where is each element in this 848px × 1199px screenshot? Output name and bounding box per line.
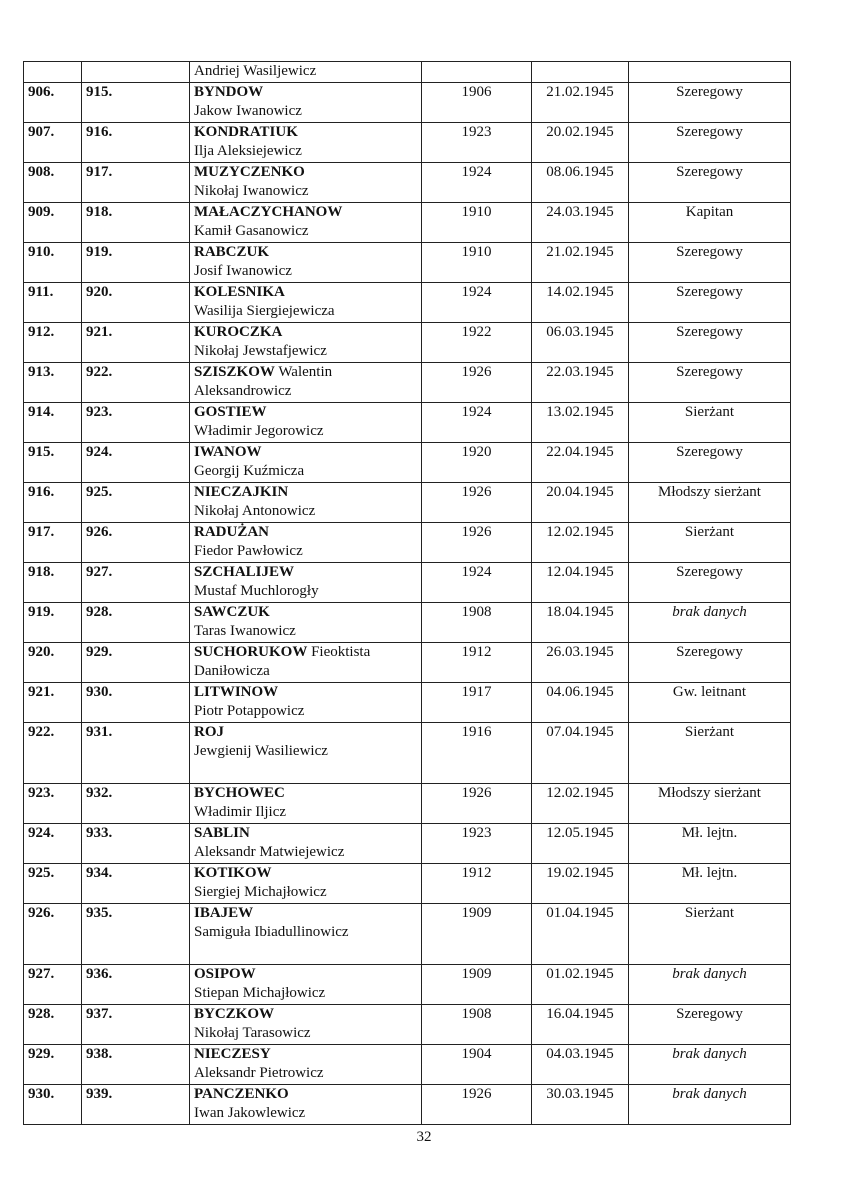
lp-cell: 929.	[24, 1044, 82, 1084]
surname: RABCZUK	[194, 243, 270, 260]
death-date-cell: 01.04.1945	[532, 903, 629, 964]
rank-cell: Szeregowy	[629, 362, 791, 402]
rank-cell: Gw. leitnant	[629, 682, 791, 722]
death-date-cell: 21.02.1945	[532, 82, 629, 122]
number-cell: 938.	[82, 1044, 190, 1084]
name-cell	[190, 1044, 422, 1084]
rank-cell: Szeregowy	[629, 562, 791, 602]
name-cell	[190, 362, 422, 402]
rank-cell: Sierżant	[629, 522, 791, 562]
name-cell	[190, 522, 422, 562]
table-row	[24, 823, 791, 863]
birth-year-cell: 1923	[422, 122, 532, 162]
number-cell: 928.	[82, 602, 190, 642]
name-cell	[190, 162, 422, 202]
lp-cell: 912.	[24, 322, 82, 362]
number-cell: 936.	[82, 964, 190, 1004]
lp-cell: 922.	[24, 722, 82, 783]
name-line: Jakow Iwanowicz	[194, 103, 302, 119]
rank-cell: Szeregowy	[629, 322, 791, 362]
name-cell	[190, 823, 422, 863]
surname: ROJ	[194, 723, 224, 740]
records-body	[24, 62, 791, 1125]
name-cell	[190, 1004, 422, 1044]
rank-cell: Młodszy sierżant	[629, 783, 791, 823]
lp-cell: 925.	[24, 863, 82, 903]
name-cell	[190, 402, 422, 442]
birth-year-cell: 1908	[422, 1004, 532, 1044]
death-date-cell: 07.04.1945	[532, 722, 629, 783]
lp-cell: 916.	[24, 482, 82, 522]
rank-cell: Szeregowy	[629, 122, 791, 162]
surname: NIECZESY	[194, 1045, 271, 1062]
table-row	[24, 402, 791, 442]
name-cell	[190, 602, 422, 642]
death-date-cell: 16.04.1945	[532, 1004, 629, 1044]
birth-year-cell: 1906	[422, 82, 532, 122]
rank-cell: brak danych	[629, 1044, 791, 1084]
rank-cell: Sierżant	[629, 722, 791, 783]
number-cell: 934.	[82, 863, 190, 903]
table-row	[24, 82, 791, 122]
birth-year-cell: 1909	[422, 903, 532, 964]
name-line: Taras Iwanowicz	[194, 623, 296, 639]
surname: LITWINOW	[194, 683, 279, 700]
number-cell: 917.	[82, 162, 190, 202]
lp-cell: 911.	[24, 282, 82, 322]
name-line: Josif Iwanowicz	[194, 263, 292, 279]
table-row	[24, 122, 791, 162]
surname: IWANOW	[194, 443, 262, 460]
surname: SAWCZUK	[194, 603, 270, 620]
birth-year-cell: 1926	[422, 522, 532, 562]
death-date-cell: 20.04.1945	[532, 482, 629, 522]
number-cell: 915.	[82, 82, 190, 122]
name-line: Daniłowicza	[194, 663, 270, 679]
birth-year-cell: 1912	[422, 863, 532, 903]
number-cell: 919.	[82, 242, 190, 282]
name-cell	[190, 1084, 422, 1124]
surname: SZISZKOW	[194, 363, 275, 380]
death-date-cell: 04.06.1945	[532, 682, 629, 722]
table-row	[24, 482, 791, 522]
lp-cell: 927.	[24, 964, 82, 1004]
name-line: Władimir Iljicz	[194, 804, 287, 820]
name-line: Jewgienij Wasiliewicz	[194, 743, 328, 759]
death-date-cell: 24.03.1945	[532, 202, 629, 242]
name-cell	[190, 322, 422, 362]
lp-cell: 915.	[24, 442, 82, 482]
rank-cell: Szeregowy	[629, 442, 791, 482]
death-date-cell: 12.02.1945	[532, 522, 629, 562]
death-date-cell: 18.04.1945	[532, 602, 629, 642]
table-row	[24, 282, 791, 322]
rank-cell: Sierżant	[629, 903, 791, 964]
name-cell	[190, 282, 422, 322]
number-cell: 929.	[82, 642, 190, 682]
lp-cell: 926.	[24, 903, 82, 964]
number-cell: 926.	[82, 522, 190, 562]
name-line: Kamił Gasanowicz	[194, 223, 309, 239]
birth-year-cell: 1926	[422, 362, 532, 402]
table-row	[24, 1004, 791, 1044]
birth-year-cell	[422, 62, 532, 83]
continuation-row	[24, 62, 791, 83]
surname: MAŁACZYCHANOW	[194, 203, 343, 220]
name-cell	[190, 82, 422, 122]
number-cell: 922.	[82, 362, 190, 402]
lp-cell: 919.	[24, 602, 82, 642]
name-line: Georgij Kuźmicza	[194, 463, 305, 479]
surname: SABLIN	[194, 824, 250, 841]
lp-cell	[24, 62, 82, 83]
number-cell: 935.	[82, 903, 190, 964]
lp-cell: 921.	[24, 682, 82, 722]
records-table	[23, 61, 791, 1125]
table-row	[24, 602, 791, 642]
surname: GOSTIEW	[194, 403, 267, 420]
death-date-cell: 22.03.1945	[532, 362, 629, 402]
number-cell	[82, 62, 190, 83]
birth-year-cell: 1908	[422, 602, 532, 642]
death-date-cell: 12.04.1945	[532, 562, 629, 602]
name-line: Samiguła Ibiadullinowicz	[194, 924, 349, 940]
number-cell: 916.	[82, 122, 190, 162]
page-number: 32	[416, 1129, 432, 1145]
death-date-cell	[532, 62, 629, 83]
lp-cell: 924.	[24, 823, 82, 863]
name-cell	[190, 122, 422, 162]
name-line: Siergiej Michajłowicz	[194, 884, 327, 900]
birth-year-cell: 1917	[422, 682, 532, 722]
death-date-cell: 22.04.1945	[532, 442, 629, 482]
lp-cell: 907.	[24, 122, 82, 162]
table-row	[24, 362, 791, 402]
table-row	[24, 722, 791, 783]
surname: OSIPOW	[194, 965, 256, 982]
death-date-cell: 12.05.1945	[532, 823, 629, 863]
name-line: Fiedor Pawłowicz	[194, 543, 303, 559]
table-row	[24, 202, 791, 242]
table-row	[24, 863, 791, 903]
name-line: Nikołaj Iwanowicz	[194, 183, 309, 199]
surname: SZCHALIJEW	[194, 563, 295, 580]
table-row	[24, 964, 791, 1004]
number-cell: 925.	[82, 482, 190, 522]
name-cell	[190, 964, 422, 1004]
table-row	[24, 682, 791, 722]
lp-cell: 923.	[24, 783, 82, 823]
table-row	[24, 322, 791, 362]
death-date-cell: 19.02.1945	[532, 863, 629, 903]
surname: RADUŻAN	[194, 523, 269, 540]
rank-cell: Szeregowy	[629, 162, 791, 202]
birth-year-cell: 1923	[422, 823, 532, 863]
birth-year-cell: 1912	[422, 642, 532, 682]
lp-cell: 928.	[24, 1004, 82, 1044]
table-row	[24, 562, 791, 602]
rank-cell: brak danych	[629, 1084, 791, 1124]
table-row	[24, 522, 791, 562]
number-cell: 920.	[82, 282, 190, 322]
rank-cell: Kapitan	[629, 202, 791, 242]
rank-cell: Sierżant	[629, 402, 791, 442]
surname: NIECZAJKIN	[194, 483, 289, 500]
death-date-cell: 01.02.1945	[532, 964, 629, 1004]
name-line: Iwan Jakowlewicz	[194, 1105, 306, 1121]
name-cell	[190, 562, 422, 602]
lp-cell: 913.	[24, 362, 82, 402]
table-row	[24, 242, 791, 282]
rank-cell: Młodszy sierżant	[629, 482, 791, 522]
lp-cell: 917.	[24, 522, 82, 562]
lp-cell: 910.	[24, 242, 82, 282]
surname: SUCHORUKOW	[194, 643, 308, 660]
death-date-cell: 20.02.1945	[532, 122, 629, 162]
name-rest: Walentin	[274, 363, 333, 380]
death-date-cell: 14.02.1945	[532, 282, 629, 322]
birth-year-cell: 1924	[422, 562, 532, 602]
name-cell	[190, 682, 422, 722]
name-cell	[190, 642, 422, 682]
rank-cell: Mł. lejtn.	[629, 823, 791, 863]
number-cell: 923.	[82, 402, 190, 442]
number-cell: 921.	[82, 322, 190, 362]
name-line: Aleksandr Matwiejewicz	[194, 844, 345, 860]
birth-year-cell: 1924	[422, 282, 532, 322]
name-line: Aleksandr Pietrowicz	[194, 1065, 324, 1081]
rank-cell: Szeregowy	[629, 82, 791, 122]
birth-year-cell: 1924	[422, 162, 532, 202]
name-line: Andriej Wasiljewicz	[194, 63, 317, 79]
rank-cell: Szeregowy	[629, 642, 791, 682]
name-line: Piotr Potappowicz	[194, 703, 305, 719]
death-date-cell: 08.06.1945	[532, 162, 629, 202]
lp-cell: 914.	[24, 402, 82, 442]
name-cell	[190, 62, 422, 83]
name-cell	[190, 242, 422, 282]
death-date-cell: 26.03.1945	[532, 642, 629, 682]
table-row	[24, 1044, 791, 1084]
birth-year-cell: 1926	[422, 783, 532, 823]
death-date-cell: 04.03.1945	[532, 1044, 629, 1084]
death-date-cell: 06.03.1945	[532, 322, 629, 362]
name-rest: Fieoktista	[307, 643, 371, 660]
lp-cell: 908.	[24, 162, 82, 202]
death-date-cell: 30.03.1945	[532, 1084, 629, 1124]
name-cell	[190, 442, 422, 482]
table-row	[24, 783, 791, 823]
death-date-cell: 12.02.1945	[532, 783, 629, 823]
birth-year-cell: 1910	[422, 242, 532, 282]
name-cell	[190, 903, 422, 964]
surname: PANCZENKO	[194, 1085, 289, 1102]
birth-year-cell: 1926	[422, 482, 532, 522]
rank-cell: Szeregowy	[629, 242, 791, 282]
surname: BYNDOW	[194, 83, 264, 100]
name-line: Nikołaj Tarasowicz	[194, 1025, 311, 1041]
birth-year-cell: 1909	[422, 964, 532, 1004]
lp-cell: 930.	[24, 1084, 82, 1124]
table-row	[24, 1084, 791, 1124]
rank-cell: Szeregowy	[629, 1004, 791, 1044]
birth-year-cell: 1926	[422, 1084, 532, 1124]
name-cell	[190, 722, 422, 783]
name-cell	[190, 202, 422, 242]
name-line: Nikołaj Jewstafjewicz	[194, 343, 327, 359]
number-cell: 939.	[82, 1084, 190, 1124]
death-date-cell: 21.02.1945	[532, 242, 629, 282]
name-line: Nikołaj Antonowicz	[194, 503, 316, 519]
number-cell: 933.	[82, 823, 190, 863]
birth-year-cell: 1924	[422, 402, 532, 442]
name-cell	[190, 863, 422, 903]
number-cell: 927.	[82, 562, 190, 602]
birth-year-cell: 1922	[422, 322, 532, 362]
table-row	[24, 442, 791, 482]
rank-cell: Mł. lejtn.	[629, 863, 791, 903]
lp-cell: 909.	[24, 202, 82, 242]
number-cell: 930.	[82, 682, 190, 722]
rank-cell	[629, 62, 791, 83]
name-line: Wasilija Siergiejewicza	[194, 303, 335, 319]
rank-cell: Szeregowy	[629, 282, 791, 322]
rank-cell: brak danych	[629, 602, 791, 642]
surname: KONDRATIUK	[194, 123, 298, 140]
surname: BYCHOWEC	[194, 784, 285, 801]
death-date-cell: 13.02.1945	[532, 402, 629, 442]
name-line: Aleksandrowicz	[194, 383, 292, 399]
name-cell	[190, 482, 422, 522]
lp-cell: 918.	[24, 562, 82, 602]
surname: BYCZKOW	[194, 1005, 275, 1022]
number-cell: 932.	[82, 783, 190, 823]
surname: KOLESNIKA	[194, 283, 285, 300]
lp-cell: 906.	[24, 82, 82, 122]
birth-year-cell: 1916	[422, 722, 532, 783]
surname: KUROCZKA	[194, 323, 283, 340]
number-cell: 918.	[82, 202, 190, 242]
surname: KOTIKOW	[194, 864, 272, 881]
lp-cell: 920.	[24, 642, 82, 682]
table-row	[24, 162, 791, 202]
number-cell: 937.	[82, 1004, 190, 1044]
birth-year-cell: 1904	[422, 1044, 532, 1084]
name-line: Mustaf Muchlorogły	[194, 583, 319, 599]
name-line: Władimir Jegorowicz	[194, 423, 324, 439]
number-cell: 931.	[82, 722, 190, 783]
birth-year-cell: 1920	[422, 442, 532, 482]
name-cell	[190, 783, 422, 823]
birth-year-cell: 1910	[422, 202, 532, 242]
surname: MUZYCZENKO	[194, 163, 305, 180]
name-line: Stiepan Michajłowicz	[194, 985, 326, 1001]
surname: IBAJEW	[194, 904, 254, 921]
number-cell: 924.	[82, 442, 190, 482]
table-row	[24, 642, 791, 682]
name-line: Ilja Aleksiejewicz	[194, 143, 302, 159]
table-row	[24, 903, 791, 964]
rank-cell: brak danych	[629, 964, 791, 1004]
